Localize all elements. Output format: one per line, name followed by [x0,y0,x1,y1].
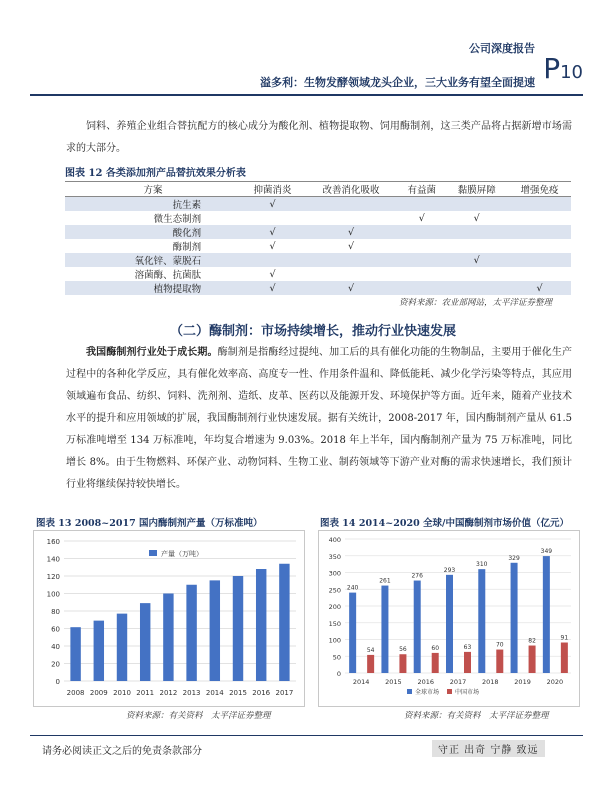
y-tick-label: 50 [332,653,341,662]
table-header: 增强免疫 [508,182,571,197]
table-header: 黏膜屏障 [445,182,508,197]
table-cell: √ [508,281,571,295]
data-label: 329 [508,554,520,562]
y-tick-label: 100 [46,590,60,599]
table-cell [508,253,571,267]
y-tick-label: 350 [328,552,341,561]
table-cell: √ [304,281,398,295]
y-tick-label: 150 [328,619,341,628]
bar-china [561,643,568,673]
x-tick-label: 2020 [546,678,564,686]
table-cell [445,281,508,295]
table-cell [304,197,398,212]
data-label: 54 [366,646,375,654]
table-cell: √ [241,225,304,239]
x-tick-label: 2016 [252,689,271,697]
data-label: 91 [560,634,569,642]
table-cell: √ [241,197,304,212]
data-label: 240 [346,584,359,592]
figure13-svg [34,531,304,706]
x-tick-label: 2017 [449,678,467,686]
bar-china [496,650,503,673]
x-tick-label: 2017 [275,689,294,697]
x-tick-label: 2013 [182,689,201,697]
body-lead: 我国酶制剂行业处于成长期。 [86,347,218,358]
bar-global [349,593,356,673]
table-cell-name: 微生态制剂 [153,214,202,225]
y-tick-label: 200 [328,603,341,611]
table-cell [304,211,398,225]
footer-divider [30,735,583,736]
table-cell [398,239,445,253]
table-cell [241,253,304,267]
table-cell: √ [241,281,304,295]
bar-china [399,654,406,673]
data-label: 293 [443,566,456,574]
figure14-title: 图表 14 2014~2020 全球/中国酶制剂市场价值（亿元） [320,518,569,529]
bar-global [543,556,550,673]
y-tick-label: 120 [46,573,60,581]
table-cell [508,197,571,212]
y-tick-label: 160 [46,538,60,546]
y-tick-label: 40 [51,643,60,651]
table-row [65,225,571,239]
table-row [65,267,571,281]
table-cell-name: 氧化锌、蒙脱石 [65,253,241,267]
bar [233,576,243,681]
intro-paragraph: 饲料、养殖企业组合替抗配方的核心成分为酸化剂、植物提取物、饲用酶制剂，这三类产品将占据新增市场需求的大部分。 [66,121,572,154]
table-row [65,197,571,212]
report-subtitle: 溢多利：生物发酵领域龙头企业，三大业务有望全面提速 [260,76,535,89]
table-cell [445,197,508,212]
header-divider [30,94,583,96]
table-header: 改善消化吸收 [304,182,398,197]
data-label: 349 [540,548,553,556]
bar-global [511,563,518,673]
table-header-row [65,182,571,197]
data-label: 310 [476,561,488,569]
figure14-svg [319,531,579,706]
x-tick-label: 2018 [482,678,499,686]
table-cell [304,267,398,281]
x-tick-label: 2010 [113,689,131,697]
table-cell [508,239,571,253]
page-number [543,52,583,85]
data-label: 70 [495,641,504,649]
bar [210,580,220,681]
data-label: 56 [399,646,407,654]
body-text: 酶制剂是指酶经过提纯、加工后的具有催化功能的生物制品，主要用于催化生产过程中的各种化学反应，具有催化效率高、高度专一性、作用条件温和、降低能耗、减少化学污染等特点，其应用领域遍布食品、纺织、饲料、洗剂剂、造纸、皮革、医药以及能源开发、环境保护等方面。近年来，随着产业技术水平的提升和应用领域的扩展，我国酶制剂行业快速发展。据有关统计，2008-2017 年，国内酶制剂产量从 61.5 万标准吨增至 134 万标准吨，年均复合增速为 9.03%。2018 年上半年，国内酶制剂产量为 75 万标准吨，同比增长 8%。由于生物燃料、环保产业、动物饲料、生物工业、制药领域等下游产业对酶的需求快速增长，我们预计行业将继续保持较快增长。 [66,347,573,490]
table-source: 资料来源：农业部网站，太平洋证券整理 [399,298,553,308]
x-tick-label: 2011 [136,689,155,697]
table-cell [508,225,571,239]
bar-global [446,575,453,673]
body-paragraph [66,342,572,496]
table-cell: √ [473,212,480,224]
table-cell [304,253,398,267]
footer-slogan: 守正 出奇 宁静 致远 [432,740,545,757]
bar-china [432,653,439,673]
y-tick-label: 0 [336,670,341,678]
bar-china [529,646,536,673]
x-tick-label: 2016 [417,678,434,686]
table-cell: √ [418,212,425,224]
y-tick-label: 80 [51,608,60,616]
table-cell: √ [348,240,355,252]
table-row [65,281,571,295]
table-cell [508,267,571,281]
figure13-title: 图表 13 2008~2017 国内酶制剂产量（万标准吨） [36,518,263,529]
table-cell [398,253,445,267]
bar-china [464,652,471,673]
figure13-source: 资料来源：有关资料 太平洋证券整理 [126,711,271,721]
y-tick-label: 140 [46,555,60,564]
x-tick-label: 2008 [66,689,85,697]
y-tick-label: 100 [328,636,341,645]
table-row [65,239,571,253]
table-cell: √ [445,253,508,267]
bar [70,627,80,681]
data-label: 261 [379,577,391,585]
bar [279,564,289,681]
data-label: 276 [411,572,423,580]
table-header: 有益菌 [398,182,445,197]
y-tick-label: 250 [328,586,341,595]
figure14-source: 资料来源：有关资料 太平洋证券整理 [404,711,549,721]
x-tick-label: 2019 [514,678,531,686]
additive-comparison-table [65,181,571,295]
y-tick-label: 0 [55,678,60,686]
figure14-chart [318,530,580,707]
table-row [65,253,571,267]
table-cell-name: 溶菌酶、抗菌肽 [134,270,202,281]
figure13-chart [33,530,305,707]
data-label: 82 [528,637,536,645]
bar [117,614,127,681]
table-cell: √ [269,240,276,252]
table-cell-name: 酸化剂 [65,225,241,239]
footer-disclaimer: 请务必阅读正文之后的免责条款部分 [42,746,202,757]
bar-global [414,581,421,673]
table-cell [398,225,445,239]
table-cell [508,211,571,225]
data-label: 63 [463,643,472,651]
company-report-label: 公司深度报告 [469,42,535,55]
x-tick-label: 2014 [352,678,370,686]
y-tick-label: 60 [51,625,60,634]
table-cell-name: 酶制剂 [172,242,202,253]
x-tick-label: 2009 [89,689,108,697]
page-prefix: P [543,52,561,85]
table-row [65,211,571,225]
table-cell [398,267,445,281]
legend-swatch [149,550,157,556]
table-cell [445,267,508,281]
table-cell [241,211,304,225]
x-tick-label: 2015 [385,678,402,686]
table-cell: √ [304,225,398,239]
bar [256,569,266,681]
table-cell [398,281,445,295]
legend-label: 产量（万吨） [161,550,203,558]
bar [94,621,104,681]
legend-swatch [447,689,452,694]
table-cell [398,197,445,212]
bar-global [478,569,485,673]
legend-swatch [407,689,412,694]
table-cell [445,239,508,253]
x-tick-label: 2012 [159,689,178,697]
table-cell [445,225,508,239]
table-header: 抑菌消炎 [241,182,304,197]
page-number-value: 10 [560,62,583,83]
table-cell-name: 抗生素 [65,197,241,212]
table-title: 图表 12 各类添加剂产品替抗效果分析表 [65,168,246,179]
x-tick-label: 2015 [229,689,247,697]
bar-global [381,586,388,673]
data-label: 60 [431,644,440,652]
bar-china [367,655,374,673]
y-tick-label: 400 [328,536,341,544]
y-tick-label: 300 [328,569,341,578]
section-title: （二）酶制剂：市场持续增长，推动行业快速发展 [170,324,457,339]
table-header: 方案 [65,182,241,197]
y-tick-label: 20 [51,660,60,669]
table-cell: √ [269,268,276,280]
bar [163,594,173,682]
legend-label: 全球市场 [415,689,440,696]
bar [140,603,150,681]
table-cell-name: 植物提取物 [65,281,241,295]
bar [186,585,196,681]
x-tick-label: 2014 [205,689,224,697]
legend-label: 中国市场 [455,689,480,696]
